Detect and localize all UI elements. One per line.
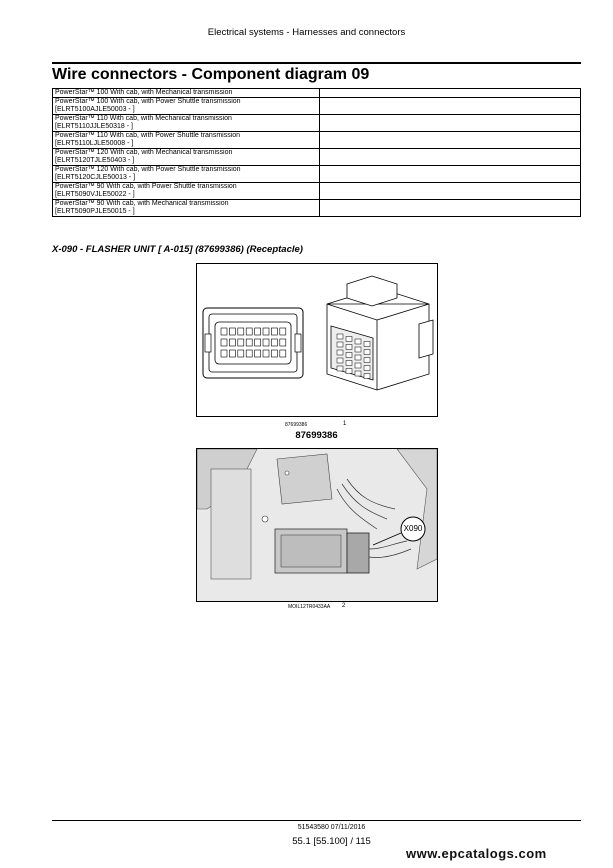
- table-row: [53, 89, 581, 98]
- serial-range: [ELRT5100AJLE50003 - ]: [55, 106, 135, 113]
- footer-divider: [52, 820, 581, 821]
- pin-cavity: [229, 339, 235, 346]
- pin-cavity: [337, 366, 343, 371]
- pin-cavity: [229, 350, 235, 357]
- pin-cavity: [255, 339, 261, 346]
- watermark: www.epcatalogs.com: [406, 846, 547, 861]
- table-row: [53, 166, 581, 183]
- model-line: PowerStar™ 100 With cab, with Power Shuttle transmission: [55, 98, 241, 105]
- table-cell: [320, 115, 581, 132]
- table-cell: [53, 115, 320, 132]
- pin-cavity: [246, 328, 252, 335]
- figure1-caption: 87699386: [295, 430, 338, 441]
- pin-cavity: [238, 350, 244, 357]
- pin-cavity: [355, 347, 361, 352]
- figure2-code: MOIL12TR0433AA: [288, 604, 331, 610]
- pin-cavity: [364, 350, 370, 355]
- pin-cavity: [346, 345, 352, 350]
- pin-cavity: [364, 374, 370, 379]
- connector-figure: [196, 263, 438, 417]
- table-row: [53, 132, 581, 149]
- page-title: Wire connectors - Component diagram 09: [52, 62, 581, 84]
- figure2-number: 2: [342, 603, 346, 609]
- table-row: [53, 98, 581, 115]
- pin-cavity: [238, 339, 244, 346]
- table-cell: [53, 183, 320, 200]
- table-cell: [320, 149, 581, 166]
- table-cell: [53, 200, 320, 217]
- table-cell: [53, 98, 320, 115]
- table-cell: PowerStar™ 100 With cab, with Mechanical transmission: [53, 89, 320, 98]
- pin-cavity: [280, 350, 286, 357]
- location-photo: [196, 448, 438, 602]
- table-cell: [320, 89, 581, 98]
- pin-cavity: [346, 369, 352, 374]
- serial-range: [ELRT5090PJLE50015 - ]: [55, 208, 135, 215]
- pin-cavity: [246, 339, 252, 346]
- pin-cavity: [271, 328, 277, 335]
- pin-cavity: [263, 339, 269, 346]
- page-header: Electrical systems - Harnesses and connectors: [207, 27, 406, 38]
- pin-cavity: [263, 350, 269, 357]
- table-cell: [320, 98, 581, 115]
- model-line: PowerStar™ 90 With cab, with Power Shuttle transmission: [55, 183, 237, 190]
- pin-cavity: [337, 350, 343, 355]
- model-line: PowerStar™ 120 With cab, with Mechanical transmission: [55, 149, 233, 156]
- pin-cavity: [238, 328, 244, 335]
- model-line: PowerStar™ 110 With cab, with Power Shuttle transmission: [55, 132, 241, 139]
- model-applicability-table: [52, 88, 581, 217]
- table-cell: [320, 183, 581, 200]
- model-line: PowerStar™ 110 With cab, with Mechanical transmission: [55, 115, 232, 122]
- pin-cavity: [337, 342, 343, 347]
- table-cell: [320, 200, 581, 217]
- pin-cavity: [255, 328, 261, 335]
- page-number: 55.1 [55.100] / 115: [292, 836, 371, 847]
- connector-callout-label: X090: [403, 524, 423, 533]
- table-row: [53, 149, 581, 166]
- table-row: [53, 200, 581, 217]
- table-row: [53, 183, 581, 200]
- pin-cavity: [229, 328, 235, 335]
- pin-cavity: [364, 366, 370, 371]
- pin-cavity: [221, 339, 227, 346]
- pin-cavity: [271, 350, 277, 357]
- model-line: PowerStar™ 120 With cab, with Power Shuttle transmission: [55, 166, 241, 173]
- table-cell: [53, 166, 320, 183]
- connector-drawing: [197, 264, 437, 416]
- pin-cavity: [355, 355, 361, 360]
- table-cell: [320, 132, 581, 149]
- document-code: 51543580 07/11/2016: [297, 824, 366, 831]
- pin-cavity: [355, 339, 361, 344]
- model-line: PowerStar™ 90 With cab, with Mechanical transmission: [55, 200, 229, 207]
- pin-cavity: [263, 328, 269, 335]
- figure1-code: 87699386: [285, 422, 308, 428]
- pin-cavity: [364, 342, 370, 347]
- pin-cavity: [271, 339, 277, 346]
- serial-range: [ELRT5120TJLE50403 - ]: [55, 157, 135, 164]
- pin-cavity: [221, 328, 227, 335]
- pin-cavity: [364, 358, 370, 363]
- table-cell: [320, 166, 581, 183]
- pin-cavity: [337, 334, 343, 339]
- pin-cavity: [346, 337, 352, 342]
- pin-cavity: [280, 339, 286, 346]
- pin-cavity: [246, 350, 252, 357]
- serial-range: [ELRT5120CJLE50013 - ]: [55, 174, 136, 181]
- serial-range: [ELRT5110LJLE50008 - ]: [55, 140, 134, 147]
- pin-cavity: [346, 361, 352, 366]
- table-cell: [53, 149, 320, 166]
- pin-cavity: [346, 353, 352, 358]
- pin-cavity: [255, 350, 261, 357]
- connector-section-title: X-090 - FLASHER UNIT [ A-015] (87699386) (Receptacle): [52, 244, 303, 255]
- serial-range: [ELRT5090VJLE50022 - ]: [55, 191, 135, 198]
- pin-cavity: [355, 371, 361, 376]
- table-row: [53, 115, 581, 132]
- serial-range: [ELRT5110JJLE50318 - ]: [55, 123, 133, 130]
- figure1-number: 1: [343, 421, 347, 427]
- pin-cavity: [221, 350, 227, 357]
- table-cell: [53, 132, 320, 149]
- pin-cavity: [337, 358, 343, 363]
- pin-cavity: [355, 363, 361, 368]
- pin-cavity: [280, 328, 286, 335]
